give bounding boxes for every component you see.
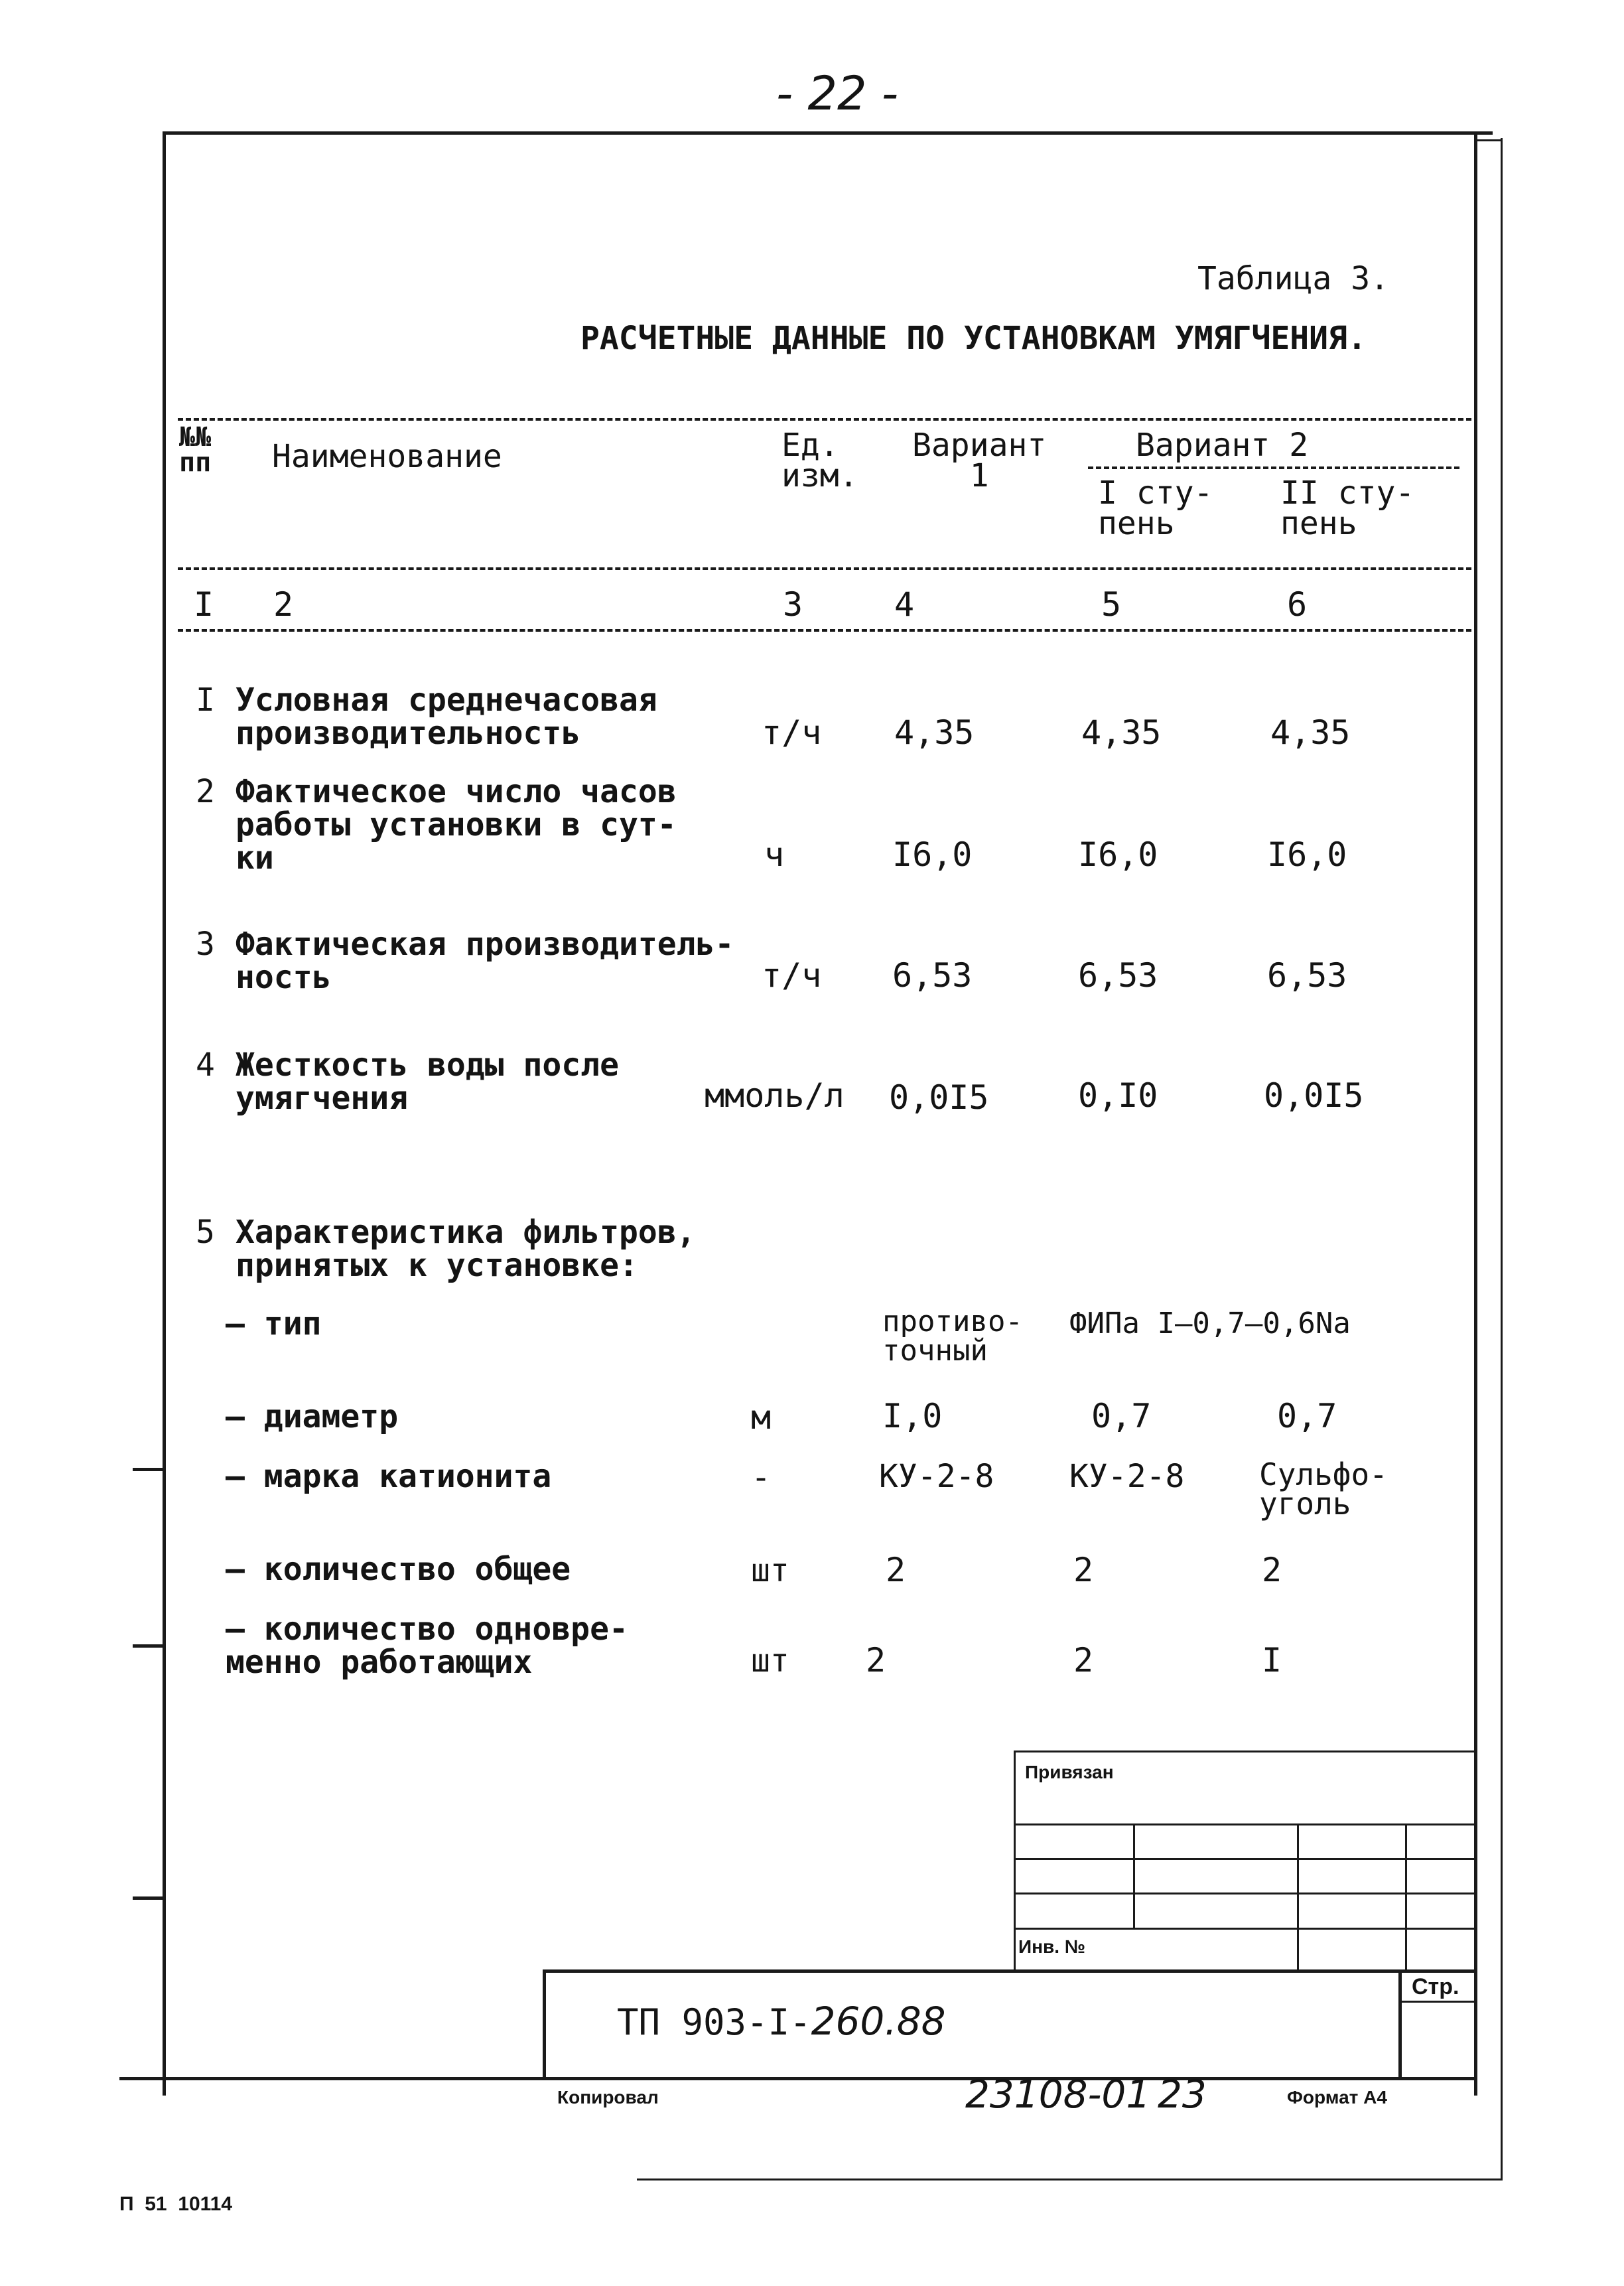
stamp-grid-col	[1297, 1823, 1299, 1973]
row-unit: ммоль/л	[705, 1076, 845, 1115]
subrow-v1: 2	[886, 1551, 906, 1589]
colnum-2: 2	[273, 585, 294, 624]
title-block-divider	[1398, 1969, 1402, 2079]
row-unit: т/ч	[762, 713, 822, 752]
row-v2b: 0,0I5	[1264, 1076, 1364, 1115]
subrow-name: – диаметр	[226, 1398, 399, 1435]
header-rule-top	[178, 418, 1471, 421]
subrow-v2: ФИПа I–0,7–0,6Na	[1069, 1307, 1351, 1340]
stamp-grid-left	[1014, 1750, 1016, 1973]
doc-code-printed: ТП 903-I-	[617, 2001, 811, 2043]
row-v1: 0,0I5	[889, 1078, 989, 1117]
row-name: Условная среднечасовая производительность	[236, 681, 657, 752]
header-name: Наименование	[272, 438, 502, 475]
subrow-v2b: I	[1262, 1641, 1282, 1679]
title-block-top	[543, 1969, 1476, 1973]
header-unit: Ед. изм.	[781, 427, 858, 494]
frame-left	[163, 131, 166, 2096]
colnum-4: 4	[894, 585, 915, 624]
subrow-unit: шт	[751, 1552, 789, 1589]
stamp-str: Стр.	[1412, 1974, 1459, 1999]
kopiroval-label: Копировал	[557, 2087, 659, 2107]
row-name: Жесткость воды после умягчения	[236, 1046, 619, 1117]
subrow-name: – количество общее	[226, 1551, 571, 1588]
frame-bottom-outer	[637, 2179, 1503, 2180]
subrow-name: – количество одновре- менно работающих	[226, 1610, 628, 1681]
stamp-grid-col	[1133, 1823, 1135, 1928]
row-name: Фактическая производитель- ность	[236, 926, 734, 996]
colnum-6: 6	[1287, 585, 1308, 624]
doc-code-handwritten: 260.88	[811, 1999, 946, 2044]
colnum-3: 3	[783, 585, 803, 624]
subrow-v1: КУ-2-8	[879, 1458, 994, 1495]
stamp-privyazan: Привязан	[1025, 1762, 1114, 1782]
subrow-v1: противо- точный	[882, 1305, 1023, 1368]
frame-bottom	[119, 2077, 1477, 2080]
subrow-v2a: 2	[1073, 1551, 1094, 1589]
subrow-unit: -	[751, 1458, 772, 1496]
header-rule-bottom	[178, 567, 1471, 570]
row-num: 3	[196, 926, 215, 963]
footer-code: П 51 10114	[119, 2193, 233, 2215]
frame-right	[1474, 131, 1477, 2096]
margin-tick	[133, 1896, 163, 1900]
subrow-unit: шт	[751, 1642, 789, 1679]
subrow-name: – тип	[226, 1305, 322, 1342]
stamp-grid-top	[1014, 1750, 1476, 1752]
row-v2a: I6,0	[1078, 835, 1158, 874]
row-unit: ч	[764, 835, 785, 874]
subrow-unit: м	[751, 1398, 772, 1437]
title-block-left	[543, 1969, 546, 2079]
margin-tick	[133, 1468, 163, 1471]
colnum-1: I	[194, 585, 214, 624]
row-num: 5	[196, 1214, 215, 1251]
row-name: Характеристика фильтров, принятых к установке:	[236, 1214, 696, 1284]
row-v1: I6,0	[892, 835, 973, 874]
format-label: Формат А4	[1287, 2087, 1387, 2107]
row-v2b: I6,0	[1267, 835, 1347, 874]
subrow-v1: 2	[866, 1641, 886, 1679]
subrow-v2b: Сульфо- уголь	[1259, 1457, 1388, 1522]
header-num: №№ пп	[179, 422, 212, 478]
sheet-number: 23	[1158, 2072, 1207, 2117]
variant2-rule	[1088, 466, 1459, 469]
margin-tick	[133, 1644, 163, 1648]
row-num: 2	[196, 773, 215, 810]
doc-code	[617, 1999, 946, 2044]
table-title: РАСЧЕТНЫЕ ДАННЫЕ ПО УСТАНОВКАМ УМЯГЧЕНИЯ.	[580, 320, 1367, 357]
order-number: 23108-01	[965, 2072, 1151, 2117]
header-variant2: Вариант 2	[1136, 427, 1309, 464]
row-v2a: 4,35	[1081, 713, 1162, 752]
column-numbers-rule	[178, 629, 1471, 632]
frame-top-outer	[1474, 139, 1502, 141]
row-v2a: 6,53	[1078, 956, 1158, 995]
row-unit: т/ч	[762, 956, 822, 995]
frame-right-outer	[1501, 138, 1503, 2180]
row-v1: 6,53	[892, 956, 973, 995]
header-stage2: II сту- пень	[1280, 474, 1415, 542]
str-cell-line	[1398, 2001, 1476, 2003]
row-v2a: 0,I0	[1078, 1076, 1158, 1115]
row-num: I	[196, 681, 215, 719]
header-variant1: Вариант 1	[912, 427, 1047, 494]
row-name: Фактическое число часов работы установки в сут- ки	[236, 773, 677, 877]
row-v1: 4,35	[894, 713, 975, 752]
frame-top	[163, 131, 1493, 135]
header-stage1: I сту- пень	[1098, 474, 1213, 542]
row-v2b: 6,53	[1267, 956, 1347, 995]
subrow-v1: I,0	[882, 1397, 943, 1435]
subrow-v2a: 0,7	[1091, 1397, 1152, 1435]
subrow-v2b: 2	[1262, 1551, 1282, 1589]
colnum-5: 5	[1101, 585, 1122, 624]
stamp-grid-col	[1405, 1823, 1407, 1973]
page-number: - 22 -	[776, 66, 899, 121]
subrow-name: – марка катионита	[226, 1458, 552, 1495]
subrow-v2b: 0,7	[1277, 1397, 1337, 1435]
subrow-v2a: КУ-2-8	[1069, 1458, 1185, 1495]
table-caption: Таблица 3.	[1197, 260, 1389, 297]
subrow-v2a: 2	[1073, 1641, 1094, 1679]
row-num: 4	[196, 1046, 215, 1084]
stamp-inv-no: Инв. №	[1018, 1936, 1086, 1957]
row-v2b: 4,35	[1270, 713, 1351, 752]
